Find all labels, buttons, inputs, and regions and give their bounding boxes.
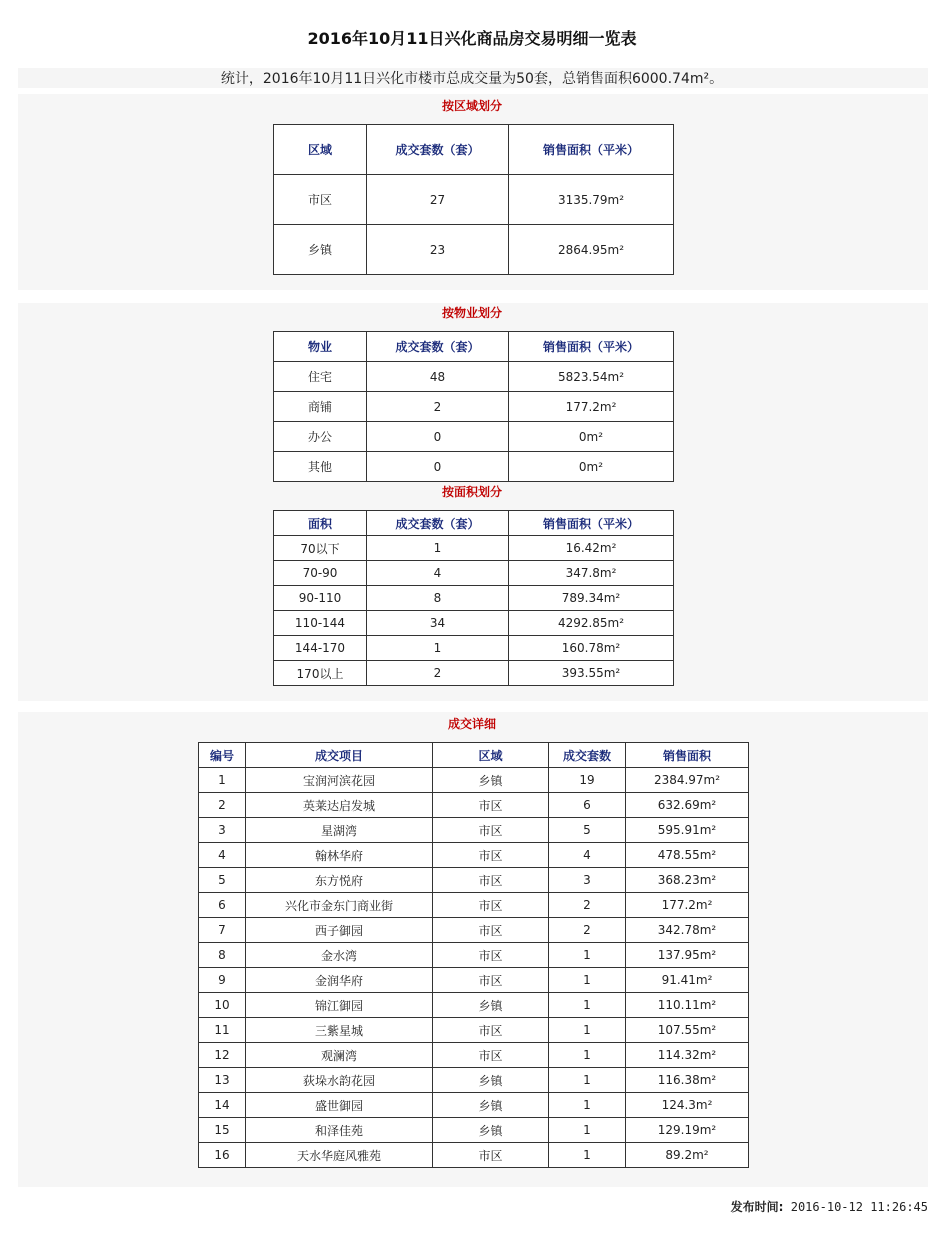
table-cell: 盛世御园 (246, 1093, 433, 1118)
table-row (199, 893, 749, 918)
header-cell: 区域 (274, 125, 367, 175)
header-cell: 编号 (199, 743, 246, 768)
table-row (199, 918, 749, 943)
header-cell: 销售面积 (626, 743, 749, 768)
table-cell: 342.78m² (626, 918, 749, 943)
table-cell: 荻垛水韵花园 (246, 1068, 433, 1093)
table-cell: 137.95m² (626, 943, 749, 968)
publish-time-label: 发布时间: (730, 1200, 784, 1214)
publish-time (731, 1198, 928, 1215)
table-cell: 星湖湾 (246, 818, 433, 843)
table-row (199, 793, 749, 818)
table-row (199, 768, 749, 793)
header-cell: 成交套数（套） (367, 125, 509, 175)
table-cell: 商铺 (274, 392, 367, 422)
table-cell: 8 (367, 586, 509, 611)
table-cell: 市区 (433, 1043, 549, 1068)
table-row (274, 422, 674, 452)
table-row (274, 661, 674, 686)
table-cell: 10 (199, 993, 246, 1018)
table-cell: 48 (367, 362, 509, 392)
table-cell: 1 (367, 536, 509, 561)
table-cell: 1 (549, 968, 626, 993)
table-cell: 478.55m² (626, 843, 749, 868)
table-cell: 市区 (433, 893, 549, 918)
table-cell: 市区 (433, 1143, 549, 1168)
table-cell: 16.42m² (509, 536, 674, 561)
summary-text: 统计，2016年10月11日兴化市楼市总成交量为50套，总销售面积6000.74m²。 (220, 71, 724, 87)
table-cell: 114.32m² (626, 1043, 749, 1068)
table-cell: 595.91m² (626, 818, 749, 843)
table-cell: 4 (549, 843, 626, 868)
table-cell: 89.2m² (626, 1143, 749, 1168)
table-row (199, 968, 749, 993)
table-row (274, 392, 674, 422)
table-cell: 1 (549, 1093, 626, 1118)
table-cell: 144-170 (274, 636, 367, 661)
table-cell: 办公 (274, 422, 367, 452)
table-cell: 34 (367, 611, 509, 636)
table-row (199, 1118, 749, 1143)
table-cell: 3135.79m² (509, 175, 674, 225)
table-cell: 16 (199, 1143, 246, 1168)
table-cell: 0m² (509, 422, 674, 452)
details-section-title: 成交详细 (447, 717, 496, 731)
table-cell: 70以下 (274, 536, 367, 561)
table-cell: 0 (367, 422, 509, 452)
table-cell: 12 (199, 1043, 246, 1068)
table-cell: 市区 (274, 175, 367, 225)
header-cell: 成交套数（套） (367, 332, 509, 362)
table-cell: 13 (199, 1068, 246, 1093)
table-cell: 市区 (433, 968, 549, 993)
table-row (199, 943, 749, 968)
table-row (199, 1093, 749, 1118)
table-cell: 市区 (433, 1018, 549, 1043)
table-cell: 市区 (433, 793, 549, 818)
header-cell: 成交套数（套） (367, 511, 509, 536)
table-cell: 天水华庭风雅苑 (246, 1143, 433, 1168)
area-table (273, 510, 674, 686)
header-cell: 物业 (274, 332, 367, 362)
table-cell: 市区 (433, 818, 549, 843)
table-cell: 116.38m² (626, 1068, 749, 1093)
table-cell: 其他 (274, 452, 367, 482)
table-row (199, 993, 749, 1018)
table-cell: 金润华府 (246, 968, 433, 993)
table-cell: 三紫星城 (246, 1018, 433, 1043)
table-cell: 住宅 (274, 362, 367, 392)
table-cell: 1 (549, 1043, 626, 1068)
table-row (274, 175, 674, 225)
table-cell: 160.78m² (509, 636, 674, 661)
table-cell: 170以上 (274, 661, 367, 686)
table-cell: 6 (199, 893, 246, 918)
table-cell: 27 (367, 175, 509, 225)
table-cell: 2 (199, 793, 246, 818)
table-cell: 和泽佳苑 (246, 1118, 433, 1143)
header-cell: 区域 (433, 743, 549, 768)
table-cell: 2 (367, 392, 509, 422)
table-cell: 2384.97m² (626, 768, 749, 793)
table-row (274, 586, 674, 611)
table-cell: 91.41m² (626, 968, 749, 993)
table-cell: 9 (199, 968, 246, 993)
property-section-title: 按物业划分 (441, 306, 502, 320)
table-cell: 兴化市金东门商业街 (246, 893, 433, 918)
details-table (198, 742, 749, 1168)
header-cell: 销售面积（平米） (509, 125, 674, 175)
table-cell: 英莱达启发城 (246, 793, 433, 818)
table-cell: 5 (549, 818, 626, 843)
table-cell: 4 (367, 561, 509, 586)
table-cell: 1 (549, 1118, 626, 1143)
table-cell: 1 (549, 943, 626, 968)
table-row (274, 362, 674, 392)
table-cell: 乡镇 (274, 225, 367, 275)
table-cell: 0m² (509, 452, 674, 482)
region-table (273, 124, 674, 275)
table-cell: 金水湾 (246, 943, 433, 968)
table-cell: 15 (199, 1118, 246, 1143)
property-table (273, 331, 674, 482)
table-cell: 乡镇 (433, 1093, 549, 1118)
table-cell: 市区 (433, 943, 549, 968)
table-cell: 1 (549, 1018, 626, 1043)
table-cell: 70-90 (274, 561, 367, 586)
table-cell: 177.2m² (626, 893, 749, 918)
table-cell: 2864.95m² (509, 225, 674, 275)
table-cell: 乡镇 (433, 993, 549, 1018)
table-cell: 锦江御园 (246, 993, 433, 1018)
page-title: 2016年10月11日兴化商品房交易明细一览表 (307, 29, 637, 48)
table-cell: 西子御园 (246, 918, 433, 943)
table-cell: 5823.54m² (509, 362, 674, 392)
table-cell: 市区 (433, 868, 549, 893)
header-cell: 销售面积（平米） (509, 511, 674, 536)
table-cell: 3 (199, 818, 246, 843)
table-cell: 347.8m² (509, 561, 674, 586)
table-cell: 124.3m² (626, 1093, 749, 1118)
table-cell: 市区 (433, 918, 549, 943)
table-cell: 110.11m² (626, 993, 749, 1018)
table-row (199, 818, 749, 843)
table-row (199, 1018, 749, 1043)
table-row (274, 611, 674, 636)
table-cell: 4 (199, 843, 246, 868)
table-row (274, 225, 674, 275)
table-cell: 4292.85m² (509, 611, 674, 636)
table-cell: 110-144 (274, 611, 367, 636)
table-cell: 129.19m² (626, 1118, 749, 1143)
table-row (199, 1068, 749, 1093)
table-cell: 789.34m² (509, 586, 674, 611)
region-section-title: 按区域划分 (441, 99, 502, 113)
table-cell: 2 (549, 918, 626, 943)
table-row (274, 536, 674, 561)
table-cell: 5 (199, 868, 246, 893)
table-row (199, 843, 749, 868)
table-cell: 1 (549, 1143, 626, 1168)
table-cell: 东方悦府 (246, 868, 433, 893)
table-cell: 19 (549, 768, 626, 793)
table-cell: 14 (199, 1093, 246, 1118)
table-row (199, 1143, 749, 1168)
table-cell: 1 (549, 1068, 626, 1093)
table-cell: 7 (199, 918, 246, 943)
table-cell: 3 (549, 868, 626, 893)
table-cell: 1 (367, 636, 509, 661)
table-cell: 8 (199, 943, 246, 968)
table-cell: 23 (367, 225, 509, 275)
table-cell: 宝润河滨花园 (246, 768, 433, 793)
table-cell: 观澜湾 (246, 1043, 433, 1068)
table-cell: 6 (549, 793, 626, 818)
table-cell: 177.2m² (509, 392, 674, 422)
table-cell: 90-110 (274, 586, 367, 611)
table-cell: 市区 (433, 843, 549, 868)
table-cell: 107.55m² (626, 1018, 749, 1043)
table-cell: 乡镇 (433, 1068, 549, 1093)
table-cell: 翰林华府 (246, 843, 433, 868)
table-row (199, 868, 749, 893)
area-section-title: 按面积划分 (441, 485, 502, 499)
publish-time-value: 2016-10-12 11:26:45 (790, 1200, 928, 1214)
table-row (274, 561, 674, 586)
header-cell: 销售面积（平米） (509, 332, 674, 362)
table-cell: 1 (549, 993, 626, 1018)
header-cell: 成交项目 (246, 743, 433, 768)
table-row (274, 636, 674, 661)
table-cell: 2 (549, 893, 626, 918)
table-cell: 11 (199, 1018, 246, 1043)
table-row (274, 452, 674, 482)
table-row (199, 1043, 749, 1068)
table-cell: 1 (199, 768, 246, 793)
table-cell: 368.23m² (626, 868, 749, 893)
table-cell: 0 (367, 452, 509, 482)
header-cell: 面积 (274, 511, 367, 536)
table-cell: 乡镇 (433, 768, 549, 793)
table-cell: 2 (367, 661, 509, 686)
table-cell: 393.55m² (509, 661, 674, 686)
table-cell: 乡镇 (433, 1118, 549, 1143)
table-cell: 632.69m² (626, 793, 749, 818)
header-cell: 成交套数 (549, 743, 626, 768)
